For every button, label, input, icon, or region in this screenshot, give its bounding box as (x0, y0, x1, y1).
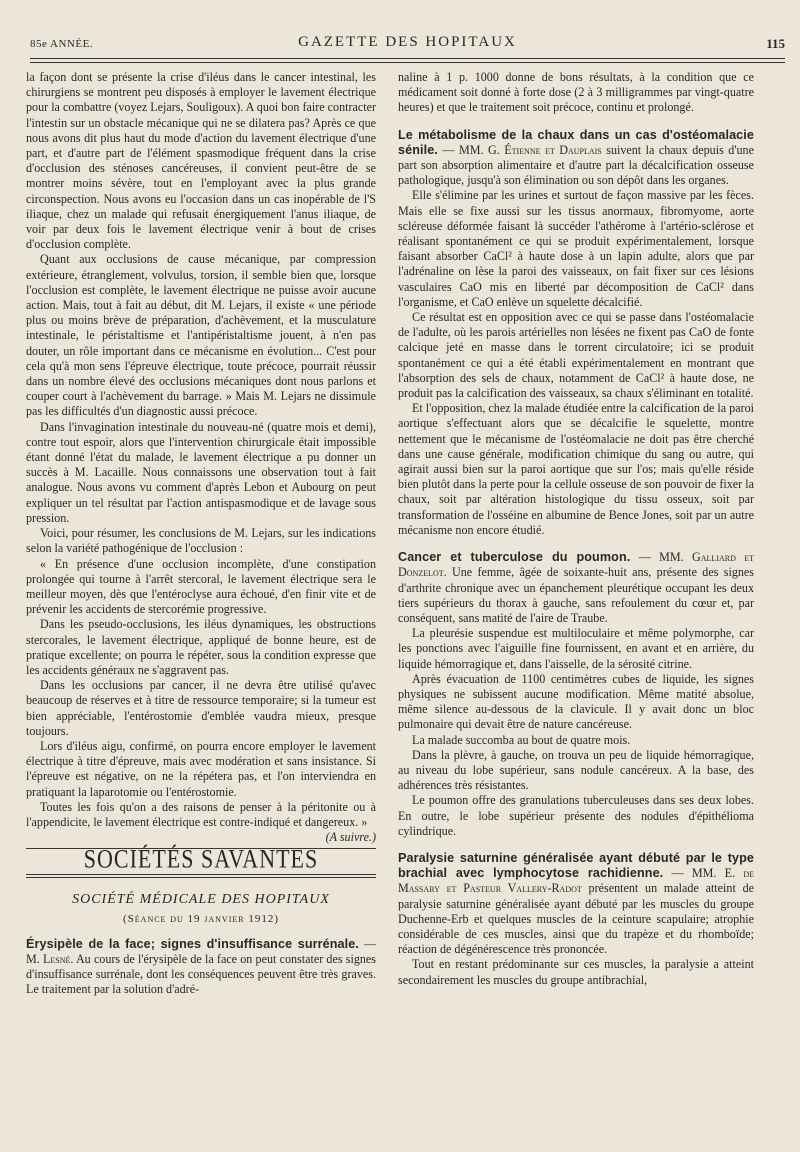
section-rule-bottom-2 (26, 877, 376, 878)
paragraph: Dans l'invagination intestinale du nouveau-né (quatre mois et demi), contre tout espoir, alors que l'intervention chirurgicale était impossible étant donné l'état du malade, le lavement électrique a pu donner un succès à M. Lacaille. Nous connaissons une observation tout à fait analogue. Nous avons vu comment d'après Lebon et Aubourg on peut expliquer un tel résultat par l'action antispasmodique et de lavage sous pression. (26, 419, 376, 525)
journal-title: GAZETTE DES HOPITAUX (298, 34, 517, 50)
paragraph: Voici, pour résumer, les conclusions de M. Lejars, sur les indications selon la variété pathogénique de l'occlusion : (26, 526, 376, 556)
paragraph: Après évacuation de 1100 centimètres cubes de liquide, les signes physiques ne subissent aucune modification. Même matité absolue, même silence au-dessous de la clavicule. Il y avait donc un bloc pulmonaire qui devait être de nature cancéreuse. (398, 671, 754, 732)
paragraph: la façon dont se présente la crise d'iléus dans le cancer intestinal, les chirurgiens se montrent peu disposés à employer le lavement électrique pour la combattre (voyez Lejars, Soulìgoux). A quoi bon faire contracter l'intestin sur un obstacle mécanique qui ne se dilatera pas? Après ce que nous avons dit plus haut du mode d'action du lavement électrique d'une part, et d'autre part de l'élément spasmodique fréquent dans la crise d'occlusion des sténoses cancéreuses, il convient peut-être de se montrer moins sévère, tout en l'employant avec la plus grande circonspection. Nous avons eu l'occasion dans un cas inopérable de l'S iliaque, chez un malade qui refusait énergiquement l'anus iliaque, de voir par deux fois le lavement électrique venir à bout de crises d'occlusion complète. (26, 70, 376, 252)
issue-label: 85e ANNÉE. (30, 38, 94, 50)
paragraph: La malade succomba au bout de quatre mois. (412, 732, 631, 747)
paragraph: La pleurésie suspendue est multiloculaire et même polymorphe, car les ponctions avec l'aiguille fine fournissent, en avant et en arrière, du liquide hémorragique et, dans l'aisselle, de la sérosité citrine. (398, 626, 754, 671)
paragraph: Dans les occlusions par cancer, il ne devra être utilisé qu'avec beaucoup de réserves et à titre de ressource temporaire; si la tumeur est bien appréciable, l'entérostomie d'emblée vaudra mieux, presque toujours. (26, 678, 376, 738)
paragraph: Dans les pseudo-occlusions, les iléus dynamiques, les obstructions stercorales, le lavement électrique, appliqué de bonne heure, est de pratique excellente; on pourra le répéter, sous la condition expresse que les accidents généraux ne s'aggravent pas. (26, 617, 376, 677)
header-rule-thick (30, 58, 785, 59)
left-column (26, 70, 376, 1130)
paragraph: Quant aux occlusions de cause mécanique, par compression extérieure, étranglement, volvulus, torsion, il semble bien que, lorsque l'occlusion est complète, le lavement électrique ne puisse avoir aucune action. Mais, tout à fait au début, dit M. Lejars, il existe « une période plus ou moins brève de préparation, d'achèvement, et la musculature intestinale, le péristaltisme et l'antipéristaltisme jouent, à n'en pas douter, un rôle important dans ce mécanisme en évolution... C'est pour cela qu'à mon sens l'épreuve électrique, toute précoce, pourrait réussir dans un nombre élevé des occlusions mécaniques dont nous parlons et couper court à l'achèvement du barrage. » Mais M. Lejars ne dissimule pas les difficultés d'un diagnostic aussi précoce. (26, 252, 376, 419)
paragraph (26, 799, 376, 845)
article-paragraph (398, 128, 754, 189)
paragraph: Lors d'iléus aigu, confirmé, on pourra encore employer le lavement électrique à titre d'épreuve, mais avec modération et sans insistance. Si l'épreuve est négative, on ne la répétera pas, et l'on interviendra en pratiquant la laparotomie ou l'entérostomie. (26, 738, 376, 799)
page-number: 115 (766, 36, 785, 51)
article-text: Au cours de l'érysipèle de la face on peut constater des signes d'insuffisance surrénale, dont les conséquences peuvent être très graves. Le traitement par la solution d'adré- (26, 951, 376, 997)
paragraph: Et l'opposition, chez la malade étudiée entre la calcification de la paroi aortique s'effectuant alors que se décalcifie le squelette, montre nettement que le mécanisme de l'ostéomalacie ne doit pas être cherché dans une cause générale, modification chimique du sang ou autre, qui agirait aussi bien sur la paroi aortique que sur l'os; mais qu'elle réside bien plutôt dans la perte pour la cellule osseuse de son pouvoir de fixer la chaux, soit par altération histologique du tissu osseux, soit par transformation de l'osséine en albumine de Bence Jones, soit par un autre mécanisme non encore étudié. (398, 401, 754, 537)
section-banner (26, 843, 376, 878)
society-title: SOCIÉTÉ MÉDICALE DES HOPITAUX (72, 892, 330, 908)
article-text: présentent un malade atteint de paralysie saturnine généralisée ayant débuté par les muscles du groupe Duchenne-Erb et quelques muscles de la ceinture scapulaire; atrophie considérable de ces muscles, ainsi que du trapèze et du rhomboïde; réaction de dégénérescence très prononcée. (398, 881, 754, 957)
article-authors: — MM. G. Étienne et Dauplais (442, 142, 602, 157)
paragraph: « En présence d'une occlusion incomplète, d'une constipation prolongée qui tourne à l'arrêt stercoral, le lavement électrique sera le meilleur moyen, dès que l'entéroclyse aura échoué, d'en finir vite et de prévenir les accidents de stercorémie progressive. (26, 556, 376, 617)
a-suivre-note: (A suivre.) (325, 830, 376, 845)
article-authors: — MM. Galliard et Donzelot. (398, 550, 754, 580)
paragraph: naline à 1 p. 1000 donne de bons résultats, à la condition que ce médicament soit donné à forte dose (2 à 3 milligrammes par vingt-quatre heures) et que le traitement soit précoce, continu et prolongé. (398, 70, 754, 115)
section-rule-bottom (26, 874, 376, 875)
article-paragraph (398, 550, 754, 626)
article-paragraph (398, 851, 754, 957)
section-title: SOCIÉTÉS SAVANTES (83, 843, 319, 874)
article-paragraph (26, 937, 376, 998)
paragraph-text: Toutes les fois qu'on a des raisons de penser à la péritonite ou à l'appendicite, le lavement électrique est contre-indiqué et dangereux. » (26, 799, 376, 829)
paragraph: Le poumon offre des granulations tuberculeuses dans ses deux lobes. En outre, le lobe supérieur présente des nodules d'épithélioma cylindrique. (398, 793, 754, 838)
header-rule-thin (30, 62, 785, 63)
article-heading: Le métabolisme de la chaux dans un cas d'ostéomalacie sénile. (398, 127, 754, 157)
article-text: Une femme, âgée de soixante-huit ans, présente des signes d'arthrite chronique avec un épanchement pleurétique occupant les deux tiers supérieurs du thorax à gauche, sans refoulement du cœur et, par conséquent, sans matité de l'aire de Traube. (398, 565, 754, 625)
seance-date: (Séance du 19 janvier 1912) (123, 912, 279, 925)
article-authors: — M. Lesné. (26, 936, 376, 966)
right-column (398, 70, 754, 1130)
paragraph: Elle s'élimine par les urines et surtout de façon massive par les fèces. Mais elle se fixe aussi sur les tissus anormaux, fibromyome, aorte scléreuse déformée faisant là succéder l'athérome à l'artério-sclérose et réalisant spontanément ce qui se produit expérimentalement, lorsque faisant absorber CaCl² à haute dose à un lapin adulte, alors que par l'adrénaline on lèse la paroi des vaisseaux, on fait fixer sur ces lésions vasculaires CaO mis en liberté par décomposition de CaCl² dans l'organisme, et CaO enlève un squelette décalcifié. (398, 188, 754, 309)
paragraph: Ce résultat est en opposition avec ce qui se passe dans l'ostéomalacie de l'adulte, où les parois artérielles non lésées ne fixent pas CaO de fonte calcique jeté en masse dans le torrent circulatoire; ici se produit spontanément ce qui a été établi expérimentalement en montrant que l'absorption des sels de chaux, notamment de CaCl² à haute dose, ne produit pas la calcification des vaisseaux, sa chaux s'éliminant en totalité. (398, 310, 754, 401)
paragraph: Tout en restant prédominante sur ces muscles, la paralysie a atteint secondairement les muscles du groupe antibrachial, (398, 957, 754, 987)
article-authors: — MM. E. de Massary et Pasteur Vallery-Radot (398, 866, 754, 896)
paragraph: Dans la plèvre, à gauche, on trouva un peu de liquide hémorragique, au niveau du lobe supérieur, sans nodule cancéreux. A la base, des adhérences très résistantes. (398, 747, 754, 793)
article-heading: Érysipèle de la face; signes d'insuffisance surrénale. (26, 936, 359, 951)
article-heading: Cancer et tuberculose du poumon. (398, 550, 631, 565)
article-heading: Paralysie saturnine généralisée ayant débuté par le type brachial avec lymphocytose rachidienne. (398, 850, 754, 881)
page-header (30, 34, 785, 54)
article-text: suivent la chaux depuis d'une part son absorption alimentaire et d'autre part la décalcification osseuse pathologique, jusqu'à son élimination ou son dépôt dans les organes. (398, 142, 754, 188)
